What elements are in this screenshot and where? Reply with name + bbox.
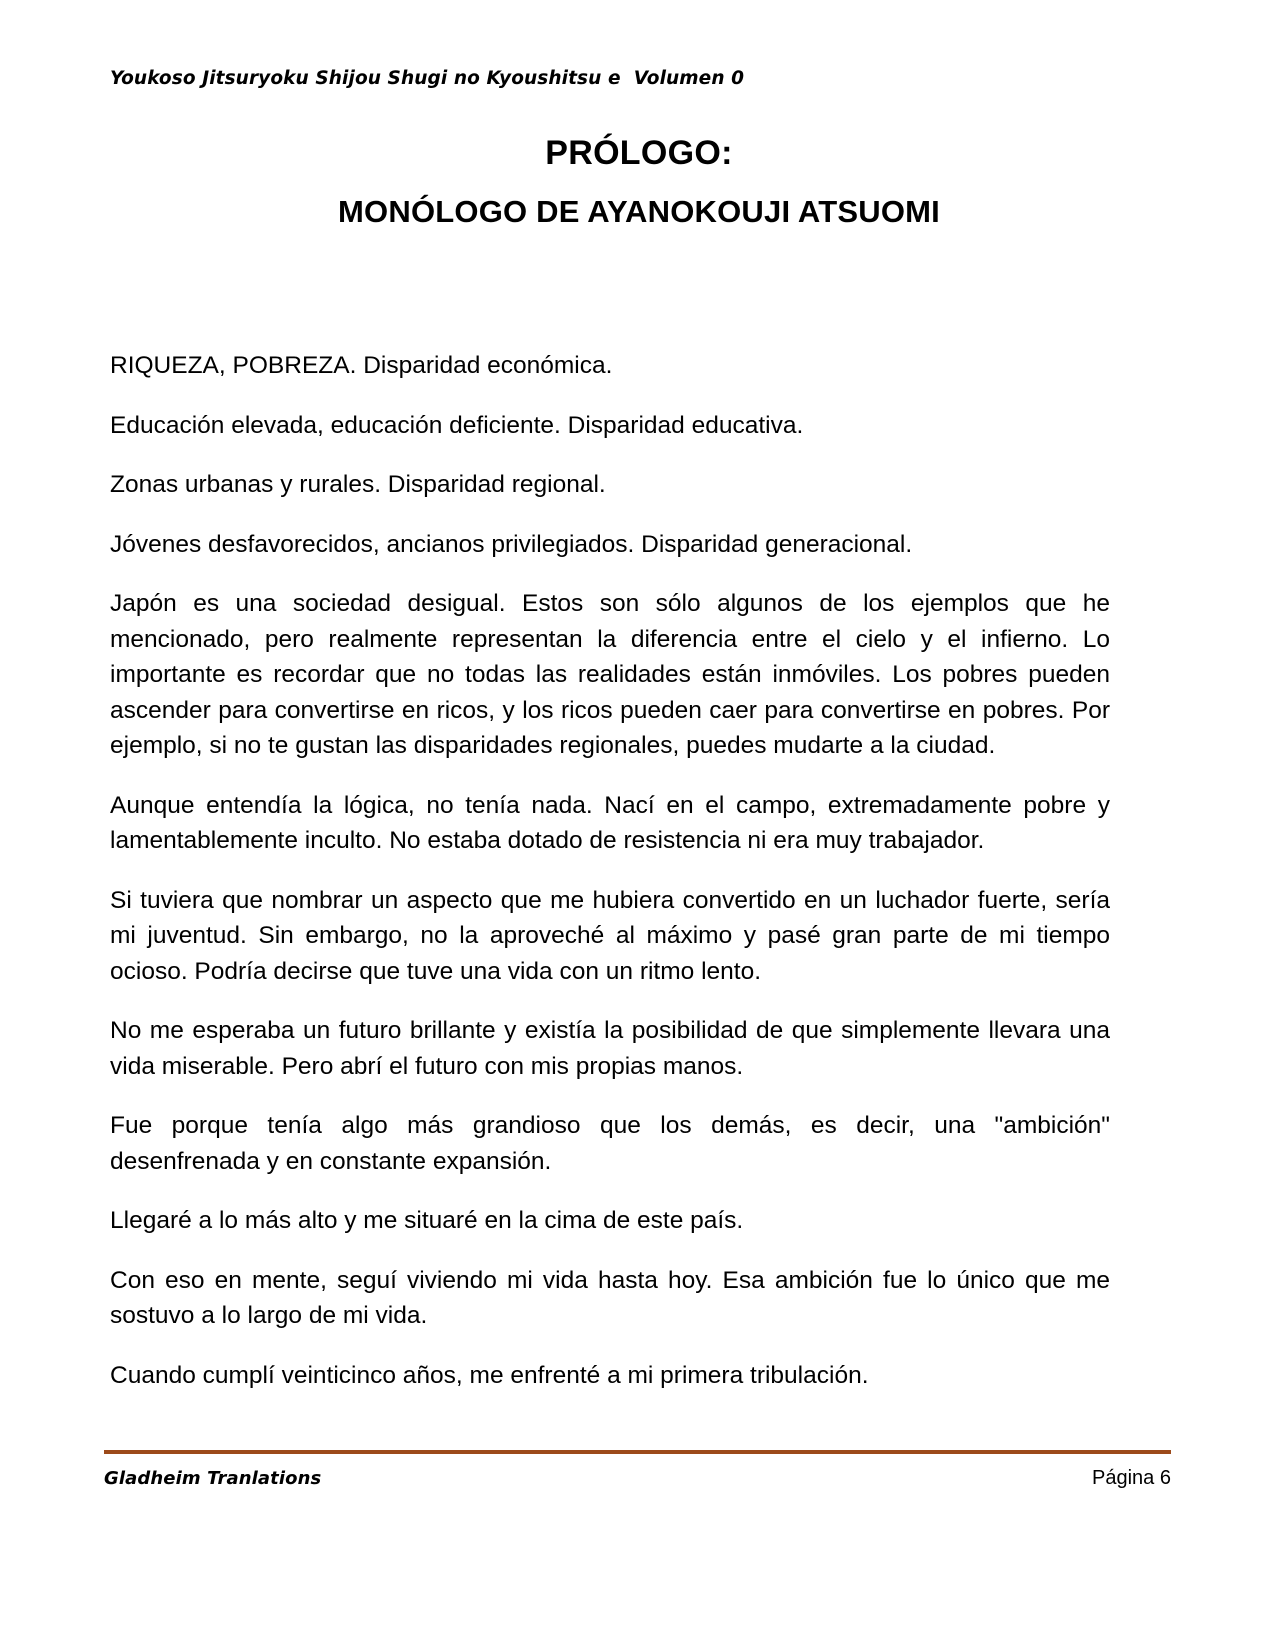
paragraph: Zonas urbanas y rurales. Disparidad regional. [110,471,606,499]
paragraph: Educación elevada, educación deficiente. Disparidad educativa. [110,411,804,439]
page-footer [104,1450,1171,1490]
title-block [110,132,1168,232]
footer-row [104,1467,1171,1490]
paragraph: No me esperaba un futuro brillante y existía la posibilidad de que simplemente llevara una vida miserable. Pero abrí el futuro con mis propias manos. [110,1017,1110,1080]
running-header: Youkoso Jitsuryoku Shijou Shugi no Kyoushitsu e Volumen 0 [110,68,745,89]
paragraph: Llegaré a lo más alto y me situaré en la cima de este país. [110,1207,744,1235]
body-text [110,348,1110,1393]
translation-credit: Gladheim Tranlations [104,1468,322,1489]
page-title: PRÓLOGO: [545,134,733,172]
paragraph: Cuando cumplí veinticinco años, me enfrenté a mi primera tribulación. [110,1361,869,1389]
paragraph: Con eso en mente, seguí viviendo mi vida hasta hoy. Esa ambición fue lo único que me sostuvo a lo largo de mi vida. [110,1266,1110,1330]
paragraph: RIQUEZA, POBREZA. Disparidad económica. [110,352,613,379]
paragraph: Japón es una sociedad desigual. Estos son sólo algunos de los ejemplos que he mencionado, pero realmente representan la diferencia entre el cielo y el infierno. Lo importante es recordar que no todas las realidades están inmóviles. Los pobres pueden ascender para convertirse en ricos, y los ricos pueden caer para convertirse en pobres. Por ejemplo, si no te gustan las disparidades regionales, puedes mudarte a la ciudad. [110,590,1110,760]
page-number: Página 6 [1092,1467,1171,1489]
paragraph: Jóvenes desfavorecidos, ancianos privilegiados. Disparidad generacional. [110,530,913,558]
page-subtitle: MONÓLOGO DE AYANOKOUJI ATSUOMI [338,193,940,229]
paragraph: Aunque entendía la lógica, no tenía nada. Nací en el campo, extremadamente pobre y lamentablemente inculto. No estaba dotado de resistencia ni era muy trabajador. [110,791,1110,855]
footer-divider [104,1450,1171,1454]
paragraph: Si tuviera que nombrar un aspecto que me hubiera convertido en un luchador fuerte, sería mi juventud. Sin embargo, no la aproveché al máximo y pasé gran parte de mi tiempo ocioso. Podría decirse que tuve una vida con un ritmo lento. [110,886,1110,985]
paragraph: Fue porque tenía algo más grandioso que los demás, es decir, una "ambición" desenfrenada y en constante expansión. [110,1112,1110,1175]
